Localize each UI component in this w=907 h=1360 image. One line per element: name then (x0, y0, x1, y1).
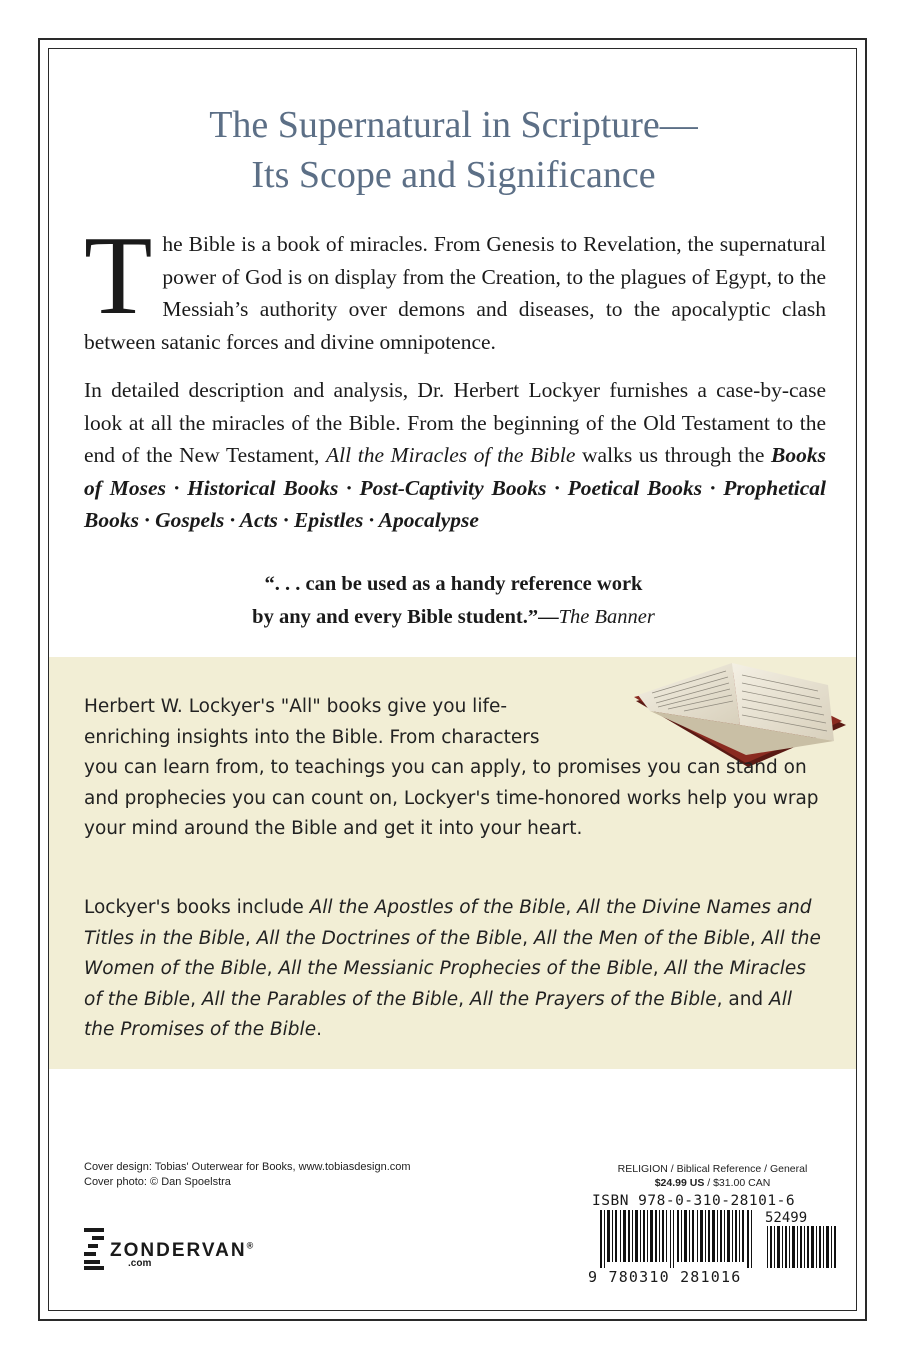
book-2: All the Divine Names and Titles in the Bible (84, 897, 812, 949)
series-line-1: Herbert W. Lockyer's "All" books give you life- (84, 696, 508, 717)
cover-credits (84, 1160, 411, 1190)
ean-digits: 9 780310 281016 (588, 1268, 742, 1286)
endorsement-quote (60, 568, 847, 634)
quote-source: The Banner (558, 606, 655, 628)
publisher-name: ZONDERVAN® (110, 1240, 256, 1261)
price-addon-code: 52499 (765, 1210, 808, 1226)
series-line-2: enriching insights into the Bible. From characters (84, 726, 540, 748)
description-paragraph (84, 374, 826, 537)
book-6: All the Messianic Prophecies of the Bible (278, 958, 653, 979)
price-addon-barcode (765, 1226, 837, 1268)
books-intro: Lockyer's books include (84, 897, 310, 918)
quote-line-2: by any and every Bible student.”— (252, 606, 559, 628)
books-paragraph: Lockyer's books include All the Apostles of the Bible, All the Divine Names and Titles in the Bible, All the Doctrines of the Bible, All the Men of the Bible, All the Women of the Bible, All the Messianic Prophecies of the Bible, All the Miracles of the Bible, All the Parables of the Bible, All the Prayers of the Bible, and All the Promises of the Bible. (84, 897, 821, 1040)
headline-line-1: The Supernatural in Scripture— (209, 104, 698, 146)
book-4: All the Men of the Bible (533, 927, 750, 949)
intro-text: he Bible is a book of miracles. From Genesis to Revelation, the supernatural power of God is on display from the Creation, to the plagues of Egypt, to the Messiah’s authority over demons and diseases, to the apocalyptic clash between satanic forces and divine omnipotence. (84, 232, 826, 354)
isbn-barcode (590, 1210, 758, 1268)
isbn-number: ISBN 978-0-310-28101-6 (592, 1193, 796, 1209)
cover-headline (60, 100, 847, 200)
book-10: All the Promises of the Bible (84, 988, 792, 1040)
book-8: All the Parables of the Bible (201, 988, 459, 1010)
headline-line-2: Its Scope and Significance (251, 154, 656, 196)
publisher-domain: .com (128, 1258, 152, 1269)
zondervan-mark-icon (84, 1228, 104, 1270)
cover-photo-credit: Cover photo: © Dan Spoelstra (84, 1176, 231, 1188)
publisher-logo (84, 1228, 255, 1270)
series-text: you can learn from, to teachings you can apply, to promises you can stand on and prophecies you can count on, Lockyer's time-honored works help you wrap your mind around the Bible and get it into your heart. (84, 757, 819, 839)
intro-paragraph (84, 214, 826, 358)
book-9: All the Prayers of the Bible (469, 988, 717, 1010)
drop-cap: T (84, 214, 153, 338)
cover-design-credit: Cover design: Tobias' Outerwear for Books, www.tobiasdesign.com (84, 1161, 411, 1173)
book-3: All the Doctrines of the Bible (256, 927, 523, 949)
retail-category: RELIGION / Biblical Reference / General (617, 1163, 808, 1175)
description-text: In detailed description and analysis, Dr. Herbert Lockyer furnishes a case-by-case look at all the miracles of the Bible. From the beginning of the Old Testament to the end of the New Testament, (84, 378, 826, 467)
book-1: All the Apostles of the Bible (309, 897, 566, 918)
book-title: All the Miracles of the Bible (326, 443, 576, 467)
book-5: All the Women of the Bible (84, 927, 821, 979)
retail-price: $24.99 US / $31.00 CAN (654, 1177, 771, 1189)
sections-list: Books of Moses · Historical Books · Post-Captivity Books · Poetical Books · Prophetical Books · Gospels · Acts · Epistles · Apocalypse (84, 443, 826, 532)
series-paragraph (84, 692, 824, 845)
book-7: All the Miracles of the Bible (84, 958, 806, 1010)
quote-line-1: “. . . can be used as a handy reference work (264, 573, 643, 595)
description-text-after: walks us through the (575, 443, 772, 467)
